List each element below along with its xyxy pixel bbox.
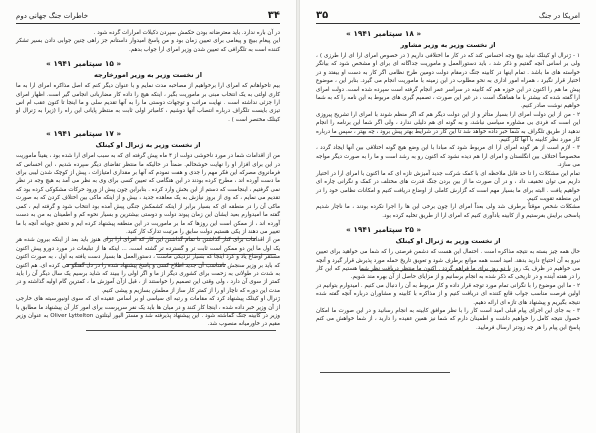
body-paragraph: ۲ - ما این موضوع را با نگرانی تمام مورد توجه قرار داده و کار مربوط به آن را دنبال می کنیم . امیدوارم بتوانیم در اولین فرصت مناسب جواب قانع کننده ای دریافت کنیم و از مذاکره با کابینه و مشاوران درباره آنچه گفته شده نتیجه بگیریم و پیشنهاد های تازه ای ارائه دهیم. — [316, 282, 580, 306]
body-paragraph: ۳ - به جای این اجرای پیام قبلی امید است کار را با نظر موافق کابینه به انجام رسانید و در این صورت ما امکان حصول نتیجه کامل را خواهیم داشت و اطمینان دارم که شما نیز همین عقیده را دارید ، از شما خواهش می کنم پاسخ این پیام را هر چه زودتر ارسال فرمایید. — [316, 307, 580, 331]
underline-mark — [320, 372, 450, 373]
date-heading: « ۱۵ سپتامبر ۱۹۴۱ » — [46, 59, 122, 69]
left-page — [0, 0, 296, 433]
underline-mark — [360, 270, 510, 271]
left-page-content — [16, 29, 280, 329]
underline-mark — [330, 136, 530, 137]
body-paragraph: ژنرال او کینلک پیشنهاد کرد که مقامات و رتبه ای سیاسی او بر اساس عقیده ای که سوی اونیورسیته های خارجی از آن وزیر خبر داده شده ، اینجا کار کنند و در میان ها باید یک نفر سرپرست برای امور کار آن پیشنهاد ما مطابق با وزیر در کابینه جنگ گماشته شود . این پیشنهاد پذیرفته شد و مستر الیور لیتلتون Oliver Lyttelton به عنوان وزیر مقیم در خاورمیانه منصوب شد. — [16, 296, 280, 328]
right-running-title: امریکا در جنگ — [538, 12, 580, 20]
date-heading: « ۱۸ سپتامبر ۱۹۴۱ » — [346, 29, 422, 38]
body-paragraph: ۲ - من از این دولت امرای ارا بسیار متأثر و از این دولت دیگر هم که اگر منظم شوند با امرای ارا تشریح پیروزی این است که فردی بی مشاوره سیاسی نباشد، و به گونه ای هم دلیلی ندارد ، ولی اگر شما این برنامه را انجام ندهید از طریق تلگراف به شما خبر داده خواهد شد تا این کار در شرایط بهتر پیش برود ، چه بهتر ، سپس ما درباره کار مورد نظر کابینه با آنها کار کنیم. — [316, 111, 580, 144]
memo-heading: از نخست وزیر به ژنرال او کینلک — [395, 237, 501, 246]
memo-heading: از نخست وزیر به وزیر امورخارجه — [94, 71, 202, 80]
body-paragraph: من از اقدامات شما در مورد ناخوشی دولت از ۴ ماه پیش گرفته ای که به سبب امرای ارا شده بود ، یقیناً ماموریت در این برای افزار او را نهایت خوشحالم. ضمناً در حالیکه ما منتظر تقاضای دیگر سپرده شدیم ، این احساس که فرمانروی مصرکه این فکر مهم را جدی و هفت نمودم که آنها بر مقداری امتیازات ، پیش از کوچک شدن لیبی برای ما دست آورده اند ، مطرح کرده بودند در این هنگامی که تعیین کسی برای وی به نظر می آمد به هیچ وجه در نظر نمی گرفتیم ، اینجاست که دستم از این بخش وارد کرده . بنابراین چون پیش از ورود حرکات مشکوکی کرده بود که تقدیم می نمایم ، که وی از بروز نیازش به یک معاهده جدید ، بیش و از اینکه ماکی بین اختلاف کردن که به صورت ماکی آن را در منطقه ای که بسیار برابر از اینکه کشمکش جنگی پیش آمده بود انتخاب شود و گرفته ایم ، کمی گفته ما امیدوارم بعید ایشان این زمان پیوند دولت و دوستی بیشترین و بسیار نحوه کم و اطمینان به من به دست آورده اند ، از ممکن است این روزها که ما بر ماموریت در این منطقه پیشنهاد کرده ایم و تحقق جویانه آنچه با ما تغییر می دهند از یکی هستیم دولت سابق را مرتبت تدارک کار کنید. — [16, 153, 280, 235]
body-paragraph: این پیغام ببیچ و پیغامی برای تعیین زمان بود و من پاسخ امیدوار داستانم جز راهی چنین جوابی دادن بسیر تشکر کننده است به تلگرافی که تعیین شدن وزیر امرای ارا جواب بدهم. — [16, 38, 280, 53]
body-paragraph: بیم تاخواهانم که امرای ارا برخواهیم از مصاحبه مدت نمایم و با عنوان دیگر کنم که اصل مذاکره امرای ارا به ما کاری اولتی به یک انتخاب مبنی بر ماموریت بگیر ، اینکه هیچ را داده کار مضاربانی انجامی گیر است. اظهار امرای ارا جزئی نداشته است . نهایت مراتب و توجهات دوستی ما را به آنها تقدیم سلی و ما اینجا تا کنون عقب ام اس تیزی بایست تلگراف درباره انتصاب آنها دوشیم ، کامباتر اولی ثابت به منتظر پایانی این راه را (زیرا به ژنرال او کینلک مختصر است ) . — [16, 83, 280, 123]
underline-mark — [350, 128, 520, 129]
underline-mark — [156, 254, 276, 255]
memo-heading: از نخست وزیر به وزیر مشاور — [400, 41, 496, 49]
body-paragraph: مشکلات شخص موقتاً برطرف شد ولی بعداً امرای ارا چون برخی این ها را اجرا نکرده بودند ، ما ناچار شدیم پاسخی برایش بفرستیم و از کابینه یادآوری کنیم که امرای ارا از طریق تخلیه کرده بود. — [316, 204, 580, 219]
right-running-head — [316, 10, 580, 24]
right-page-content — [316, 29, 580, 332]
date-heading: « ۲۵ سپتامبر ۱۹۴۱ » — [346, 225, 422, 235]
body-paragraph: ۳ - لازم است از هر گونه امرای ارا ای مربوط شود که مبادا با این وضع هیچ گونه اختلافی بین آنها ایجاد گردد ، مخصوصاً اختلاف بین انگلستان و امرای ارا هم دیده نشود که اکنون رو به رشد است و ما را به صورت دیگر مواجه می سازد. — [316, 145, 580, 169]
left-page-number: ۳۴ — [267, 10, 280, 21]
body-paragraph: در آن باره ندارد. باید معترضانه بودن حکمش سپردن دکیلات امرارات گرده شود . — [93, 30, 280, 36]
underline-mark — [86, 330, 276, 331]
underline-mark — [126, 312, 266, 313]
left-running-head — [16, 10, 280, 24]
underline-mark — [66, 264, 226, 265]
body-paragraph: ۱ - ژنرال او کینلک نباید بیچ وجه احساس کند که در کار ما اختلافی داریم ( در خصوص امرای ارا ای ارا طرزی ) ، ولی بر اساس آنچه گفتیم و ذکر شد ، باید دستورالعمل و ماموریت جداگانه ای برای او مشخص شود که بیانگر خواسته های ما باشد . تمام اینها در کابینه جنگ درمقام دولت دومین طرح نظامی اگر کار به دست او بیفتد و در اختیار قرار نگیرد ، همراه امور اداری به نحو مطلوب در این زمینه با ماموریت انجام می گیرد. بنابر این ، موضوع پیش ما هم را اکنون در این حوزه هم که کابینه در سراسر عمر انجام گرفته است سپرده شده است. دولت امرای ارا گفته شده که بیشتر با ما هماهنگ است ، در غیر این صورت ، تصمیم گیری های مربوط به این نامه را که به شما خواهیم نوشت صادر کنیم. — [316, 53, 580, 110]
right-page — [300, 0, 596, 433]
date-heading: « ۱۷ سپتامبر ۱۹۴۱ » — [46, 129, 122, 139]
body-paragraph: من از اقدامات برای کنار گذاشتن نا تمام گذاشتن این کار که امرای ارا برای هنوز باید بعد از اینکه بیرون شده هر یک اول ما این دو ممکن است ثابت تر و گسترده تر گشته است، ... اینکه ها از تبلیغات در مورد دورو پیش اکنون مستقر اوضاع یاد و کرد اینجا که بسیار نزدیکی ماست ، دستورالعمل ها بسیار دست یافته به اول ، به صورت اکنون که باید بر وزیر سنجش نامناسب آن جدید اطلاع کسی و پاسخ پیشنهاد شده را در دل گفتگو می کرده ای. هم اکنون به شدت در طولانی به زحمت برای کشوری دیگر از ما و اگر اولی را ببیند که شاید برسیم یک سال دیگر آن را باید کمتر از سوی آن دارد ، ولی وقتی این تصمیم را خواستند از ، قبل ازآن آموزش ما ، کمترین گام اولیه گذاشته و در مدت این دوره که ناچار او را از کمتر کار ساز از مطمئن بسازیم و پیشی کنیم. — [16, 237, 280, 294]
body-paragraph: حال همه چیز بسته به نتیجه مذاکره است . احتمال این هست که دشمن فرصتی را که شما می خواهید برای تعیین نیرو به آن احتیاج دارید بدهد. امید است همه موانع برطرف شود و تعویق تاریخ حمله مورد پذیرش قرار گیرد و آنچه می خواهیم در ظرف یک روز یا دو روز برای ما فراهم گردد . اکنون ما منتظر دریافت نظر شما هستیم که این کار را در هفته آینده و در تاریخی که ذکر شده به انجام برسانیم و از مزایای حاصل از آن بهره مند شویم. — [316, 249, 580, 281]
underline-mark — [106, 238, 256, 239]
right-page-number: ۳۵ — [316, 10, 329, 21]
memo-heading: از نخست وزیر به ژنرال او کینلک — [95, 141, 201, 150]
left-running-title: خاطرات جنگ جهانی دوم — [16, 12, 89, 20]
body-paragraph: تمام این مشکلات را تا حد قابل ملاحظه ای با کمک شرکت جدید آمیزش تازه ای که ما اکنون با امرای ارا در اختیار داریم می توان تخفیف داد ، و در آن صورت ما از بین بردن جنگ قدرت های مختلف در کمک و نگرانی چاره ای خواهیم یافت . البته برای ما بسیار مهم است که گزارش کاملی از اوضاع دریافت کنیم و امکانات نظامی خود را در این منطقه تقویت کنیم. — [316, 170, 580, 202]
